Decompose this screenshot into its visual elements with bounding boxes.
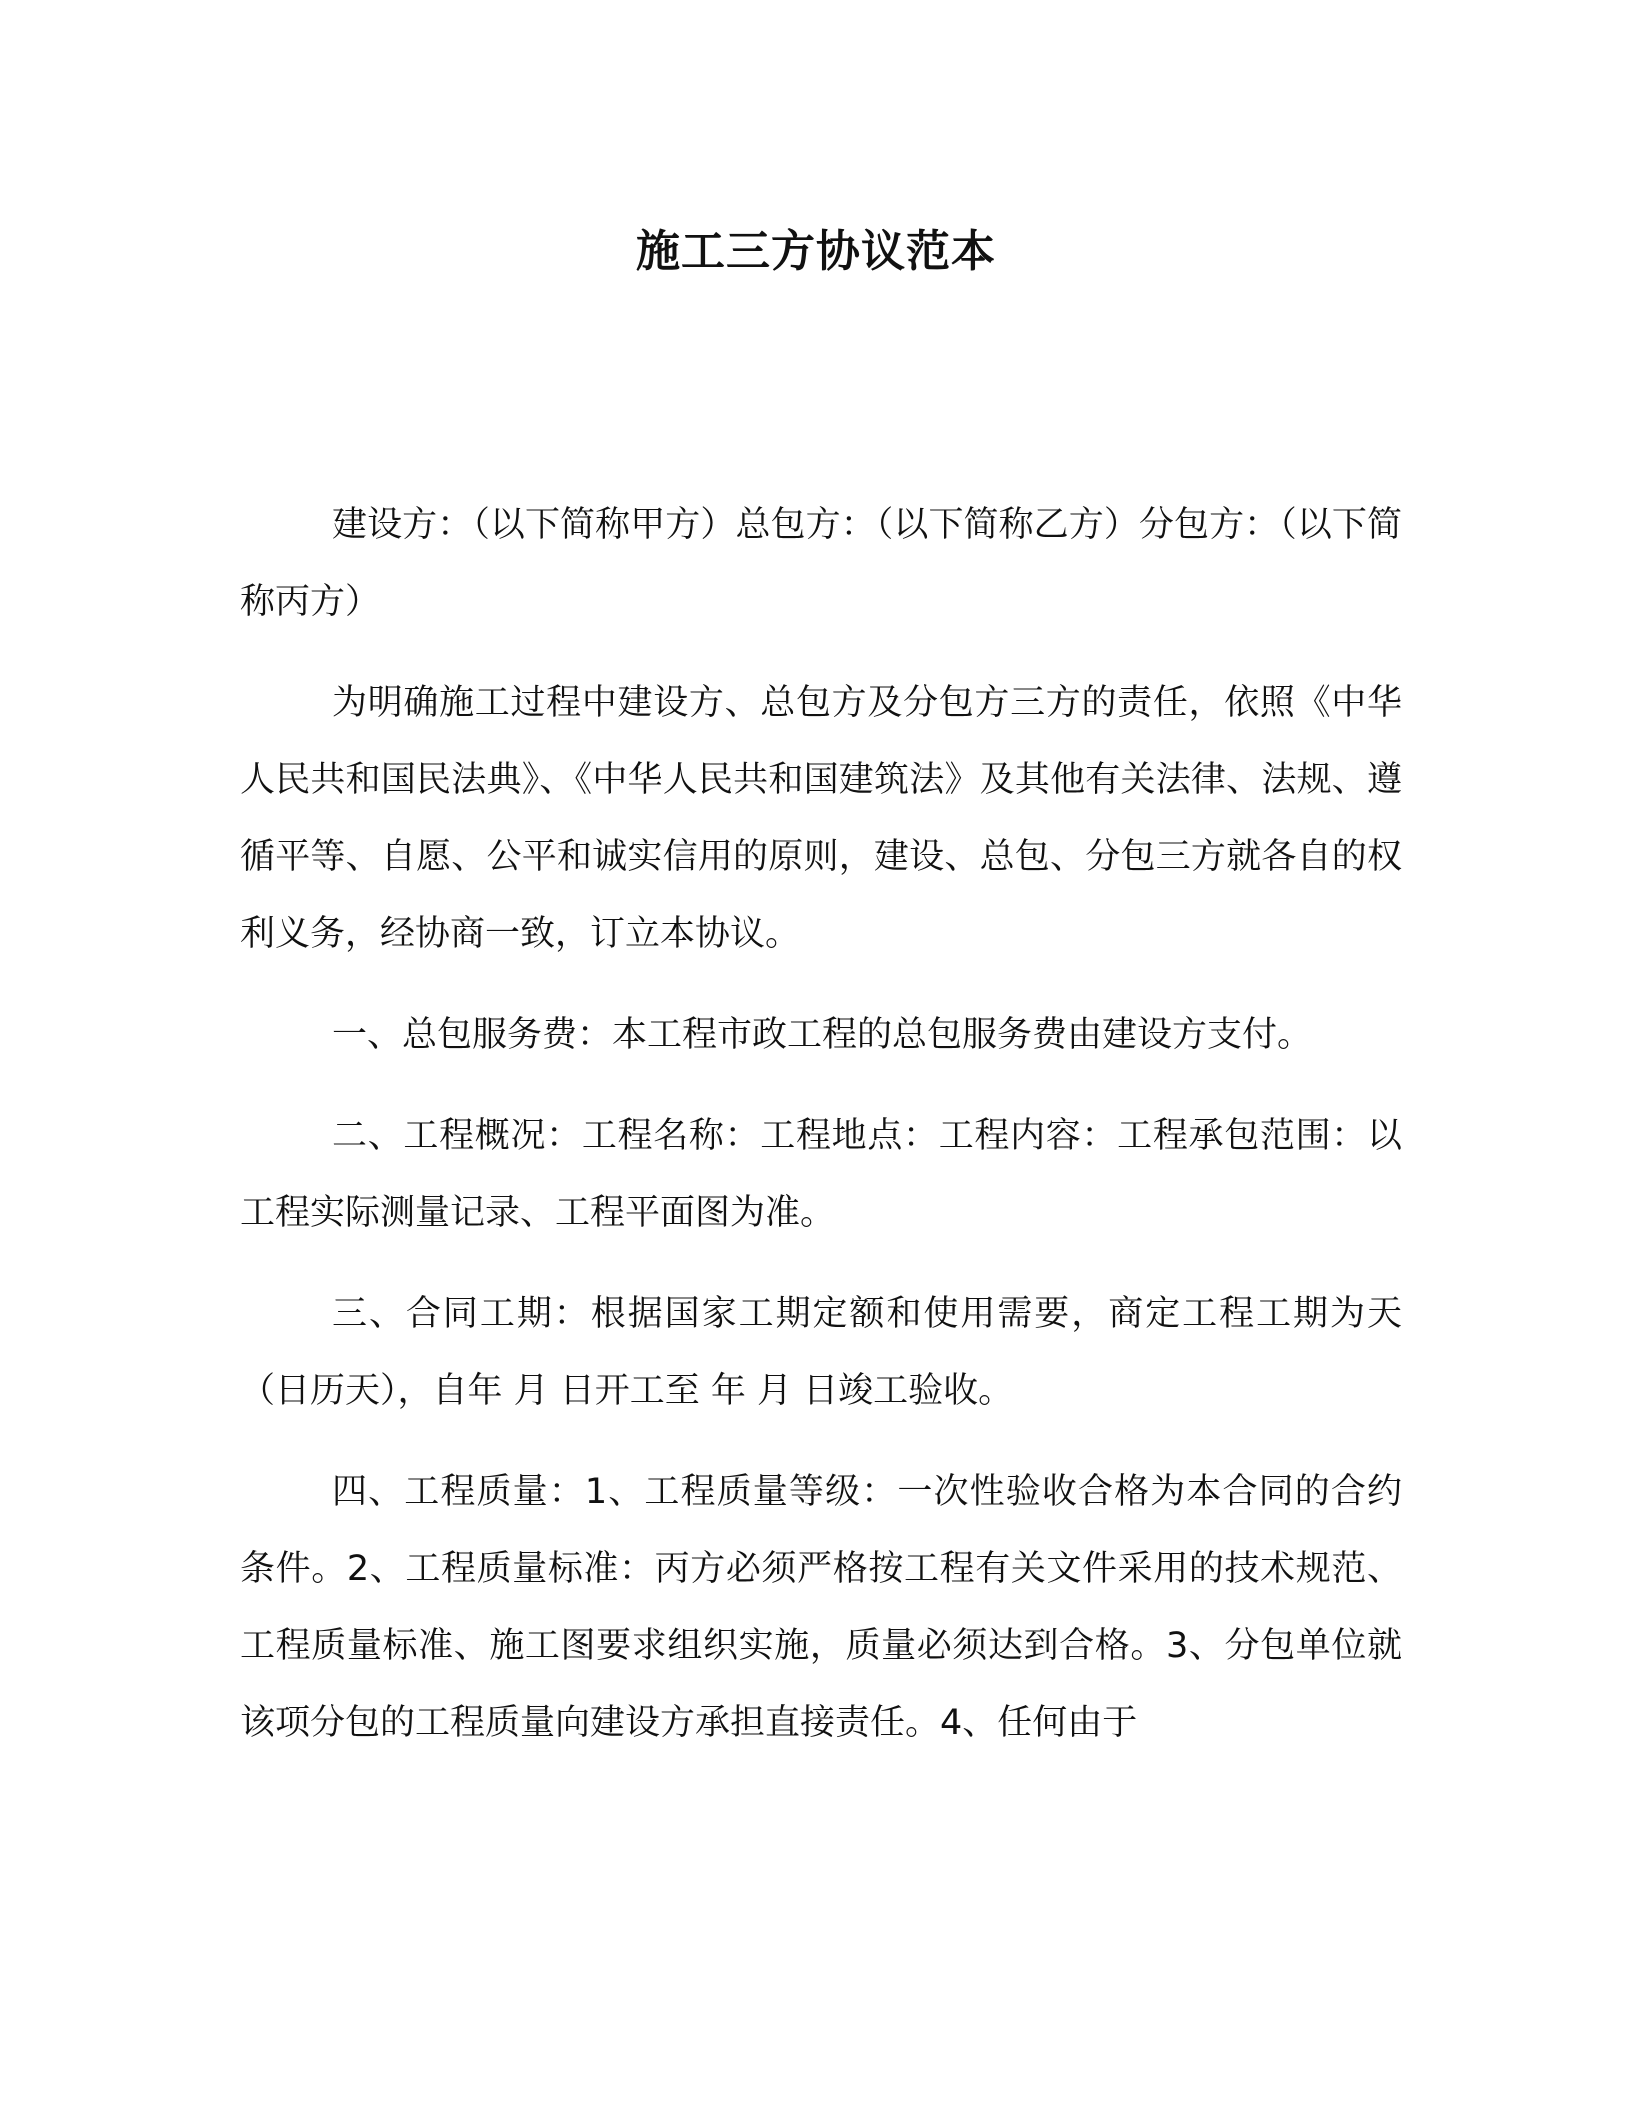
- paragraph-project-quality: 四、工程质量：1、工程质量等级：一次性验收合格为本合同的合约条件。2、工程质量标准：丙方必须严格按工程有关文件采用的技术规范、工程质量标准、施工图要求组织实施，质量必须达到合格。3、分包单位就该项分包的工程质量向建设方承担直接责任。4、任何由于: [240, 1472, 1402, 1743]
- paragraph-preamble: 为明确施工过程中建设方、总包方及分包方三方的责任，依照《中华人民共和国民法典》、《中华人民共和国建筑法》及其他有关法律、法规、遵循平等、自愿、公平和诚实信用的原则，建设、总包、分包三方就各自的权利义务，经协商一致，订立本协议。: [240, 683, 1402, 954]
- document-body: [240, 487, 1402, 1762]
- document-title: 施工三方协议范本: [636, 226, 996, 277]
- paragraph-parties: 建设方：（以下简称甲方）总包方：（以下简称乙方）分包方：（以下简称丙方）: [240, 505, 1402, 622]
- paragraph-project-overview: 二、工程概况：工程名称：工程地点：工程内容：工程承包范围：以工程实际测量记录、工程平面图为准。: [240, 1116, 1402, 1233]
- paragraph-contract-period: 三、合同工期：根据国家工期定额和使用需要，商定工程工期为天（日历天），自年 月 日开工至 年 月 日竣工验收。: [240, 1294, 1402, 1411]
- paragraph-service-fee: 一、总包服务费：本工程市政工程的总包服务费由建设方支付。: [332, 1015, 1313, 1055]
